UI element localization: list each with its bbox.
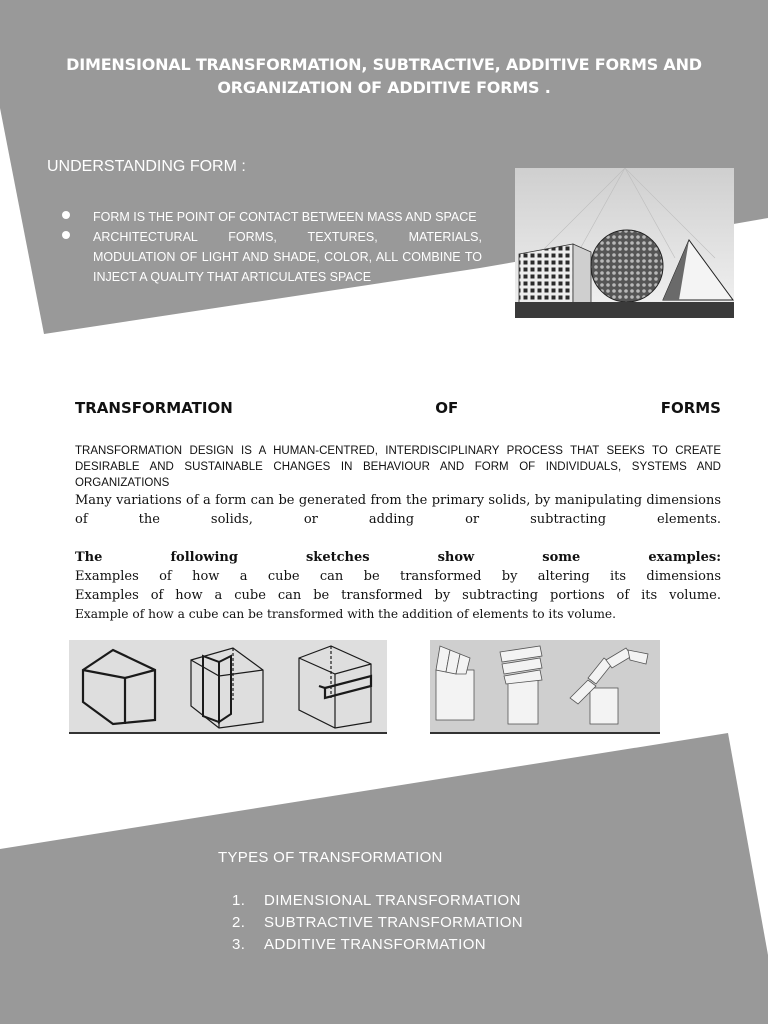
list-item [232, 890, 523, 912]
list-label: SUBTRACTIVE TRANSFORMATION [264, 914, 524, 931]
list-item [232, 912, 523, 934]
sketches-lead: The following sketches show some examples: [75, 550, 721, 565]
example-line: Example of how a cube can be transformed with the addition of elements to its volume. [75, 607, 616, 621]
example-line: Examples of how a cube can be transformed by altering its dimensions [75, 569, 721, 584]
bullet-text: FORM IS THE POINT OF CONTACT BETWEEN MASS AND SPACE [93, 210, 477, 224]
bottom-gray-panel [0, 733, 768, 1024]
heading-word: FORMS [660, 399, 721, 417]
list-item [232, 934, 523, 956]
bullet-item [60, 207, 482, 227]
cube-sketches-image [69, 640, 387, 734]
bullet-item [60, 227, 482, 287]
cube-sketch-drawing [69, 640, 387, 732]
types-of-transformation-list [232, 890, 523, 956]
bullet-dot-icon [62, 211, 70, 219]
heading-word: OF [435, 399, 459, 417]
page-title: DIMENSIONAL TRANSFORMATION, SUBTRACTIVE, ADDITIVE FORMS AND ORGANIZATION OF ADDITIVE FORMS . [66, 55, 702, 97]
variations-paragraph: Many variations of a form can be generated from the primary solids, by manipulating dimensions of the solids, or adding or subtracting elements. [75, 493, 721, 527]
list-number: 1. [232, 892, 246, 909]
understanding-form-heading: UNDERSTANDING FORM : [47, 158, 246, 175]
heading-word: TRANSFORMATION [75, 399, 233, 417]
list-label: ADDITIVE TRANSFORMATION [264, 936, 486, 953]
examples-paragraph [75, 548, 721, 624]
bullet-dot-icon [62, 231, 70, 239]
cube-models-drawing [430, 640, 660, 732]
list-label: DIMENSIONAL TRANSFORMATION [264, 892, 521, 909]
list-number: 3. [232, 936, 246, 953]
architecture-illustration [515, 168, 734, 316]
types-of-transformation-heading: TYPES OF TRANSFORMATION [218, 849, 443, 866]
example-line: Examples of how a cube can be transformed by subtracting portions of its volume. [75, 588, 721, 603]
transformation-of-forms-heading [75, 399, 721, 417]
list-number: 2. [232, 914, 246, 931]
cube-models-image [430, 640, 660, 734]
transformation-definition: TRANSFORMATION DESIGN IS A HUMAN-CENTRED, INTERDISCIPLINARY PROCESS THAT SEEKS TO CREATE DESIRABLE AND SUSTAINABLE CHANGES IN BEHAVIOUR AND FORM OF INDIVIDUALS, SYSTEMS AND ORGANIZATIONS [75, 445, 721, 489]
architecture-forms-photo [515, 168, 734, 318]
bullet-text: ARCHITECTURAL FORMS, TEXTURES, MATERIALS, MODULATION OF LIGHT AND SHADE, COLOR, ALL COMBINE TO INJECT A QUALITY THAT ARTICULATES SPACE [93, 230, 482, 284]
understanding-bullet-list [60, 207, 482, 287]
